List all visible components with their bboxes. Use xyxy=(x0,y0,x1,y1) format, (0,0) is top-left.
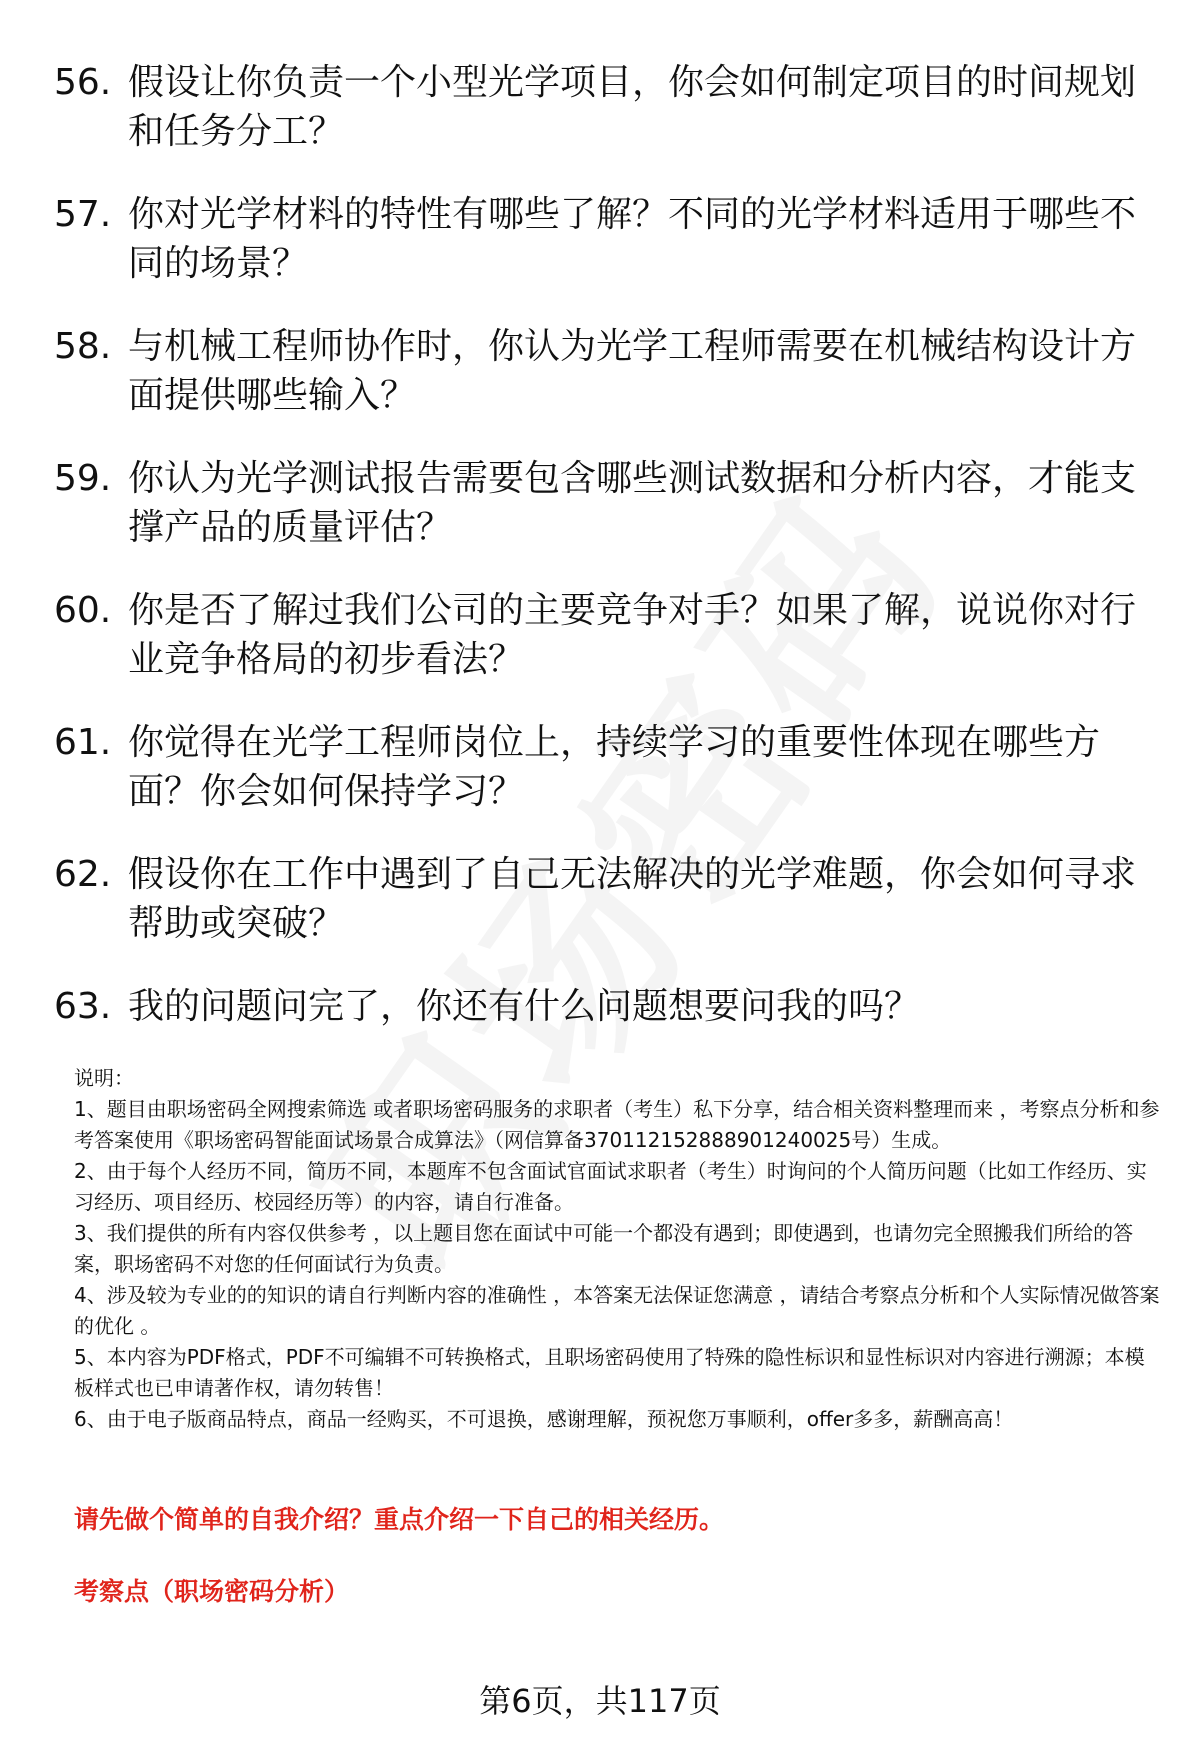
note-item: 5、本内容为PDF格式，PDF不可编辑不可转换格式，且职场密码使用了特殊的隐性标识和显性标识对内容进行溯源；本模板样式也已申请著作权，请勿转售！ xyxy=(74,1345,1145,1400)
question-text: 与机械工程师协作时，你认为光学工程师需要在机械结构设计方面提供哪些输入？ xyxy=(128,326,1137,416)
question-item xyxy=(54,58,1144,156)
note-item: 6、由于电子版商品特点，商品一经购买，不可退换，感谢理解，预祝您万事顺利，offer多多，薪酬高高！ xyxy=(74,1407,1014,1431)
section-heading: 考察点（职场密码分析） xyxy=(74,1577,350,1606)
note-item: 1、题目由职场密码全网搜索筛选 或者职场密码服务的求职者（考生）私下分享，结合相关资料整理而来 ，考察点分析和参考答案使用《职场密码智能面试场景合成算法》（网信算备370112152888901240025号）生成。 xyxy=(74,1097,1160,1152)
question-text: 你是否了解过我们公司的主要竞争对手？如果了解，说说你对行业竞争格局的初步看法？ xyxy=(128,590,1137,680)
question-item xyxy=(54,322,1144,420)
question-text: 你认为光学测试报告需要包含哪些测试数据和分析内容，才能支撑产品的质量评估？ xyxy=(128,458,1137,548)
question-text: 假设让你负责一个小型光学项目，你会如何制定项目的时间规划和任务分工？ xyxy=(128,62,1137,152)
question-number: 63. xyxy=(54,986,112,1027)
question-item xyxy=(54,190,1144,288)
question-number: 60. xyxy=(54,590,112,631)
question-text: 我的问题问完了，你还有什么问题想要问我的吗？ xyxy=(128,986,921,1027)
question-item xyxy=(54,586,1144,684)
question-number: 59. xyxy=(54,458,112,499)
question-list xyxy=(54,58,1144,1065)
notes-title: 说明： xyxy=(74,1066,134,1090)
question-number: 57. xyxy=(54,194,112,235)
note-item: 4、涉及较为专业的的知识的请自行判断内容的准确性 ，本答案无法保证您满意 ，请结合考察点分析和个人实际情况做答案的优化 。 xyxy=(74,1283,1160,1338)
question-item xyxy=(54,850,1144,948)
question-number: 56. xyxy=(54,62,112,103)
question-heading: 请先做个简单的自我介绍？重点介绍一下自己的相关经历。 xyxy=(74,1505,725,1534)
question-text: 你觉得在光学工程师岗位上，持续学习的重要性体现在哪些方面？你会如何保持学习？ xyxy=(128,722,1101,812)
question-text: 假设你在工作中遇到了自己无法解决的光学难题，你会如何寻求帮助或突破？ xyxy=(128,854,1137,944)
question-item xyxy=(54,718,1144,816)
page-number: 第6页，共117页 xyxy=(479,1682,721,1720)
notes-section xyxy=(74,1063,1164,1435)
question-text: 你对光学材料的特性有哪些了解？不同的光学材料适用于哪些不同的场景？ xyxy=(128,194,1137,284)
note-item: 2、由于每个人经历不同，简历不同，本题库不包含面试官面试求职者（考生）时询问的个人简历问题（比如工作经历、实习经历、项目经历、校园经历等）的内容，请自行准备。 xyxy=(74,1159,1147,1214)
note-item: 3、我们提供的所有内容仅供参考 ，以上题目您在面试中可能一个都没有遇到；即使遇到，也请勿完全照搬我们所给的答案，职场密码不对您的任何面试行为负责。 xyxy=(74,1221,1134,1276)
question-number: 62. xyxy=(54,854,112,895)
question-item xyxy=(54,982,1144,1031)
question-item xyxy=(54,454,1144,552)
question-number: 61. xyxy=(54,722,112,763)
question-number: 58. xyxy=(54,326,112,367)
